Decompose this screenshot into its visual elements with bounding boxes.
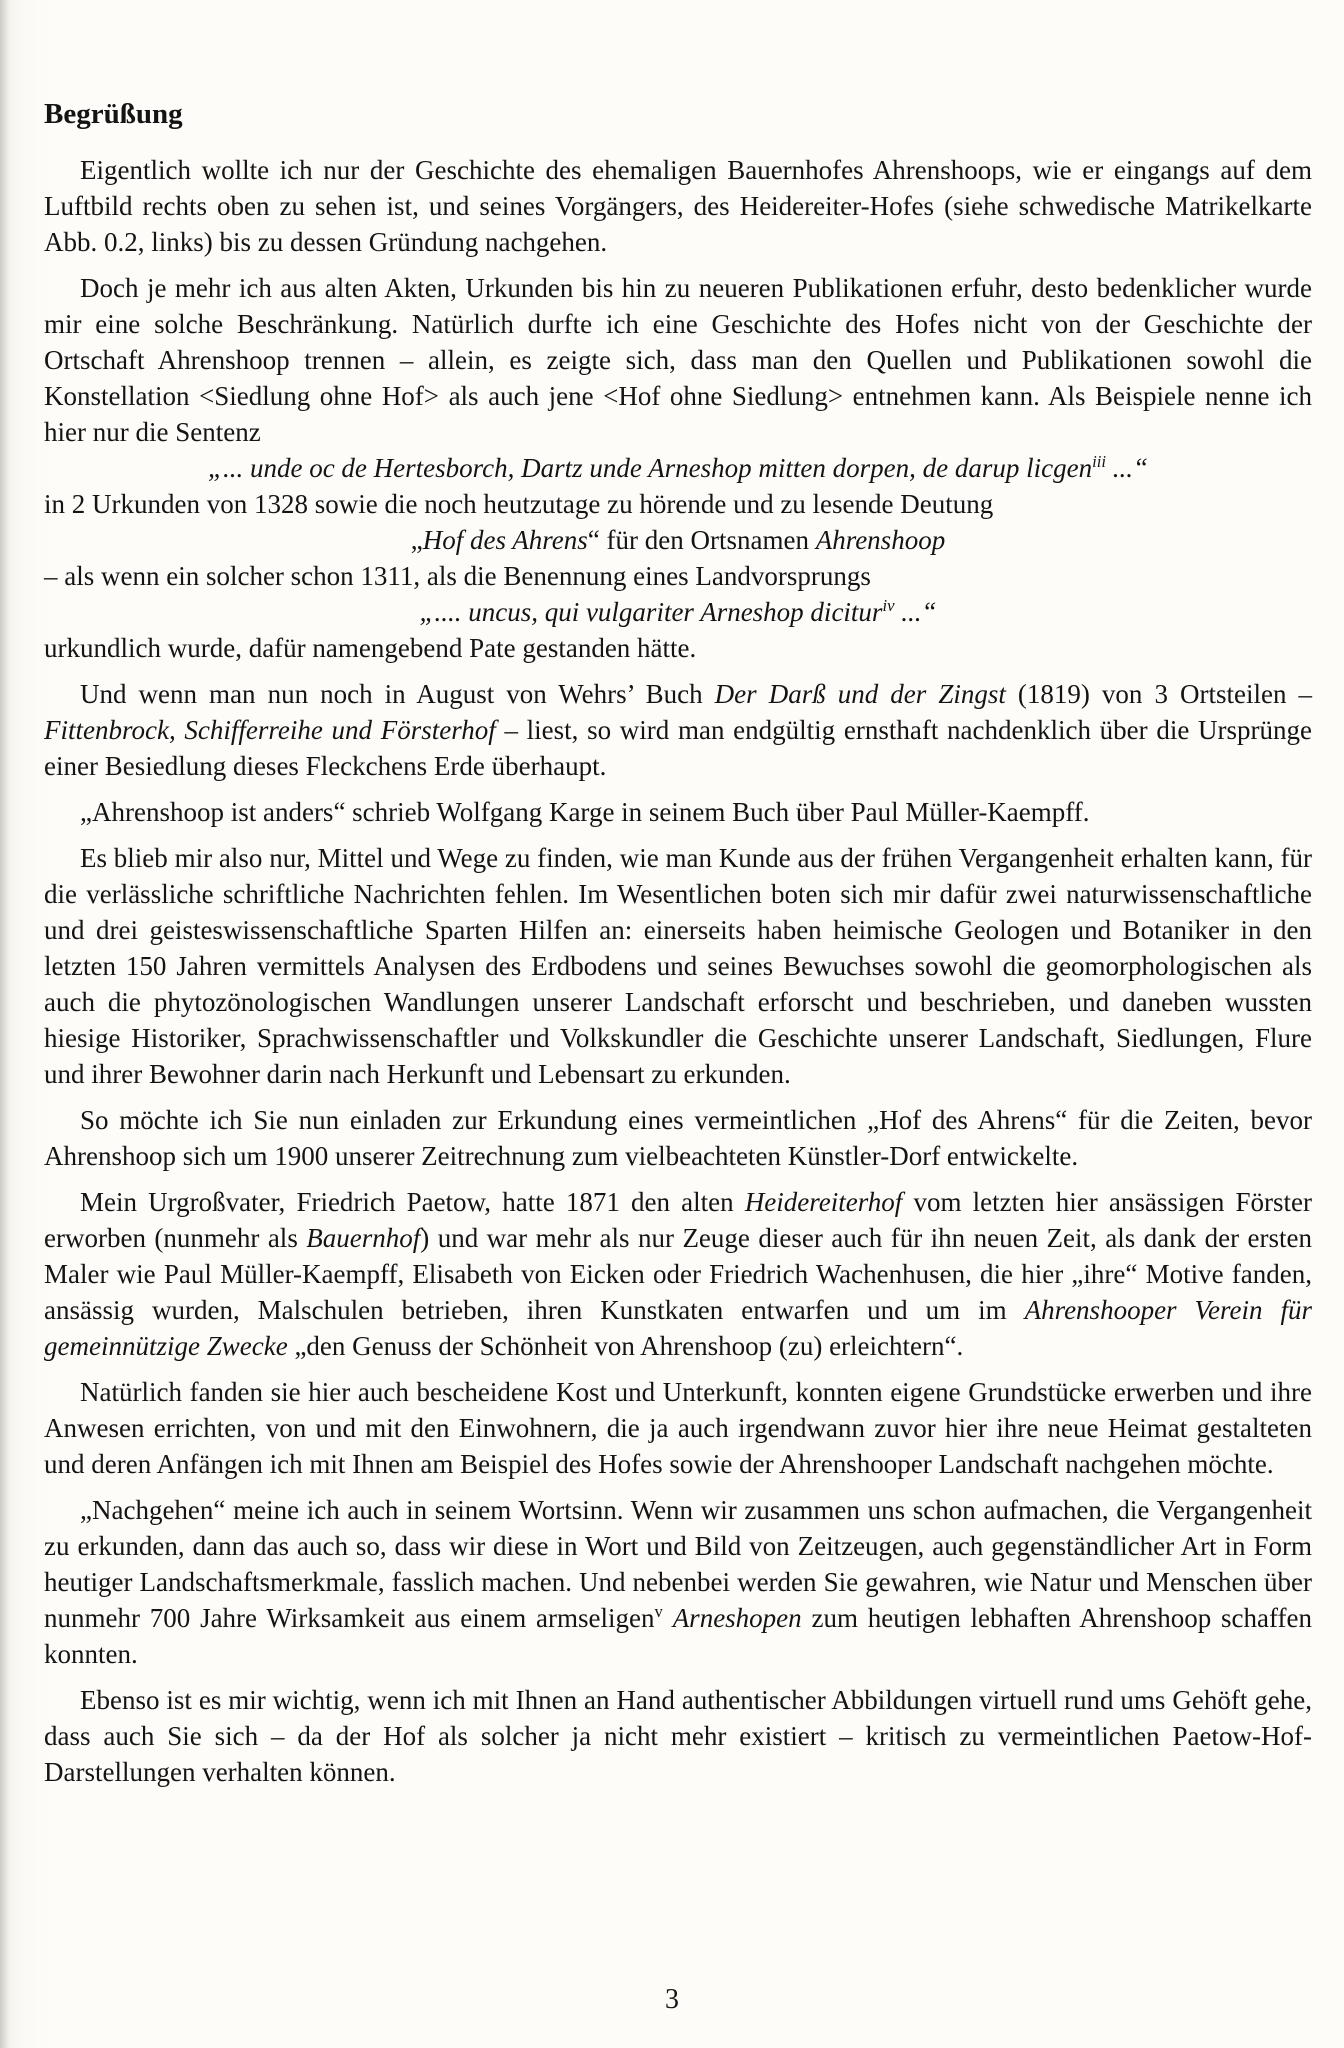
section-title: Begrüßung <box>44 98 183 130</box>
flow-line-urkundlich: urkundlich wurde, dafür namengebend Pate gestanden hätte. <box>44 633 697 663</box>
flow-line-urkunden-1328: in 2 Urkunden von 1328 sowie die noch heutzutage zu hörende und zu lesende Deutung <box>44 489 994 519</box>
paragraph-wehrs-buch: Und wenn man nun noch in August von Wehrs’ Buch Der Darß und der Zingst (1819) von 3 Ortsteilen – Fittenbrock, Schifferreihe und Försterhof – liest, so wird man endgültig ernsthaft nachdenklich über die Ursprünge einer Besiedlung dieses Fleckchens Erde überhaupt. <box>44 679 1313 781</box>
scan-gutter-shadow <box>0 0 10 2048</box>
paragraph-doch-je-mehr: Doch je mehr ich aus alten Akten, Urkunden bis hin zu neueren Publikationen erfuhr, desto bedenklicher wurde mir eine solche Beschränkung. Natürlich durfte ich eine Geschichte des Hofes nicht von der Geschichte der Ortschaft Ahrenshoop trennen – allein, es zeigte sich, dass man den Quellen und Publikationen sowohl die Konstellation <Siedlung ohne Hof> als auch jene <Hof ohne Siedlung> entnehmen kann. Als Beispiele nenne ich hier nur die Sentenz <box>44 273 1312 447</box>
text-block <box>44 96 1312 1790</box>
page-number: 3 <box>665 1984 679 2015</box>
paragraph-karge: „Ahrenshoop ist anders“ schrieb Wolfgang Karge in seinem Buch über Paul Müller-Kaempff. <box>80 797 1090 827</box>
paragraph-kost-unterkunft: Natürlich fanden sie hier auch bescheidene Kost und Unterkunft, konnten eigene Grundstücke erwerben und ihre Anwesen errichten, von und mit den Einwohnern, die ja auch irgendwann zuvor hier ihre neue Heimat gestalteten und deren Anfängen ich mit Ihnen am Beispiel des Hofes sowie der Ahrenshooper Landschaft nachgehen möchte. <box>44 1377 1312 1479</box>
quote-line-uncus: „.... uncus, qui vulgariter Arneshop dicitur$^{iv}$ ...“ <box>419 596 937 627</box>
paragraph-einladung: So möchte ich Sie nun einladen zur Erkundung eines vermeintlichen „Hof des Ahrens“ für die Zeiten, bevor Ahrenshoop sich um 1900 unserer Zeitrechnung zum vielbeachteten Künstler-Dorf entwickelte. <box>44 1105 1312 1171</box>
paragraph-es-blieb: Es blieb mir also nur, Mittel und Wege zu finden, wie man Kunde aus der frühen Vergangenheit erhalten kann, für die verlässliche schriftliche Nachrichten fehlen. Im Wesentlichen boten sich mir dafür zwei naturwissenschaftliche und drei geisteswissenschaftliche Sparten Hilfen an: einerseits haben heimische Geologen und Botaniker in den letzten 150 Jahren vermittels Analysen des Erdbodens und seines Bewuchses sowohl die geomorphologischen als auch die phytozönologischen Wandlungen unserer Landschaft erforscht und beschrieben, und daneben wussten hiesige Historiker, Sprachwissenschaftler und Volkskundler die Geschichte unserer Landschaft, Siedlungen, Flure und ihrer Bewohner darin nach Herkunft und Lebensart zu erkunden. <box>44 843 1312 1089</box>
quote-line-hof-des-ahrens: „Hof des Ahrens“ für den Ortsnamen Ahrenshoop <box>410 525 946 555</box>
flow-line-1311: – als wenn ein solcher schon 1311, als die Benennung eines Landvorsprungs <box>44 561 871 591</box>
quote-line-hertesborch: „... unde oc de Hertesborch, Dartz unde Arneshop mitten dorpen, de darup licgen$^{iii}$ ...“ <box>207 452 1149 483</box>
paragraph-urgrossvater: Mein Urgroßvater, Friedrich Paetow, hatte 1871 den alten Heidereiterhof vom letzten hier ansässigen Förster erworben (nunmehr als Bauernhof) und war mehr als nur Zeuge dieser auch für ihn neuen Zeit, als dank der ersten Maler wie Paul Müller-Kaempff, Elisabeth von Eicken oder Friedrich Wachenhusen, die hier „ihre“ Motive fanden, ansässig wurden, Malschulen betrieben, ihren Kunstkaten entwarfen und um im Ahrenshooper Verein für gemeinnützige Zwecke „den Genuss der Schönheit von Ahrenshoop (zu) erleichtern“. <box>44 1187 1313 1361</box>
paragraph-nachgehen: „Nachgehen“ meine ich auch in seinem Wortsinn. Wenn wir zusammen uns schon aufmachen, die Vergangenheit zu erkunden, dann das auch so, dass wir diese in Wort und Bild von Zeitzeugen, auch gegenständlicher Art in Form heutiger Landschaftsmerkmale, fasslich machen. Und nebenbei werden Sie gewahren, wie Natur und Menschen über nunmehr 700 Jahre Wirksamkeit aus einem armseligen$^v$ Arneshopen zum heutigen lebhaften Ahrenshoop schaffen konnten. <box>44 1495 1312 1669</box>
paragraph-ebenso: Ebenso ist es mir wichtig, wenn ich mit Ihnen an Hand authentischer Abbildungen virtuell rund ums Gehöft gehe, dass auch Sie sich – da der Hof als solcher ja nicht mehr existiert – kritisch zu vermeintlichen Paetow-Hof-Darstellungen verhalten können. <box>44 1685 1312 1787</box>
paragraph-intro: Eigentlich wollte ich nur der Geschichte des ehemaligen Bauernhofes Ahrenshoops, wie er eingangs auf dem Luftbild rechts oben zu sehen ist, und seines Vorgängers, des Heidereiter-Hofes (siehe schwedische Matrikelkarte Abb. 0.2, links) bis zu dessen Gründung nachgehen. <box>44 155 1312 257</box>
